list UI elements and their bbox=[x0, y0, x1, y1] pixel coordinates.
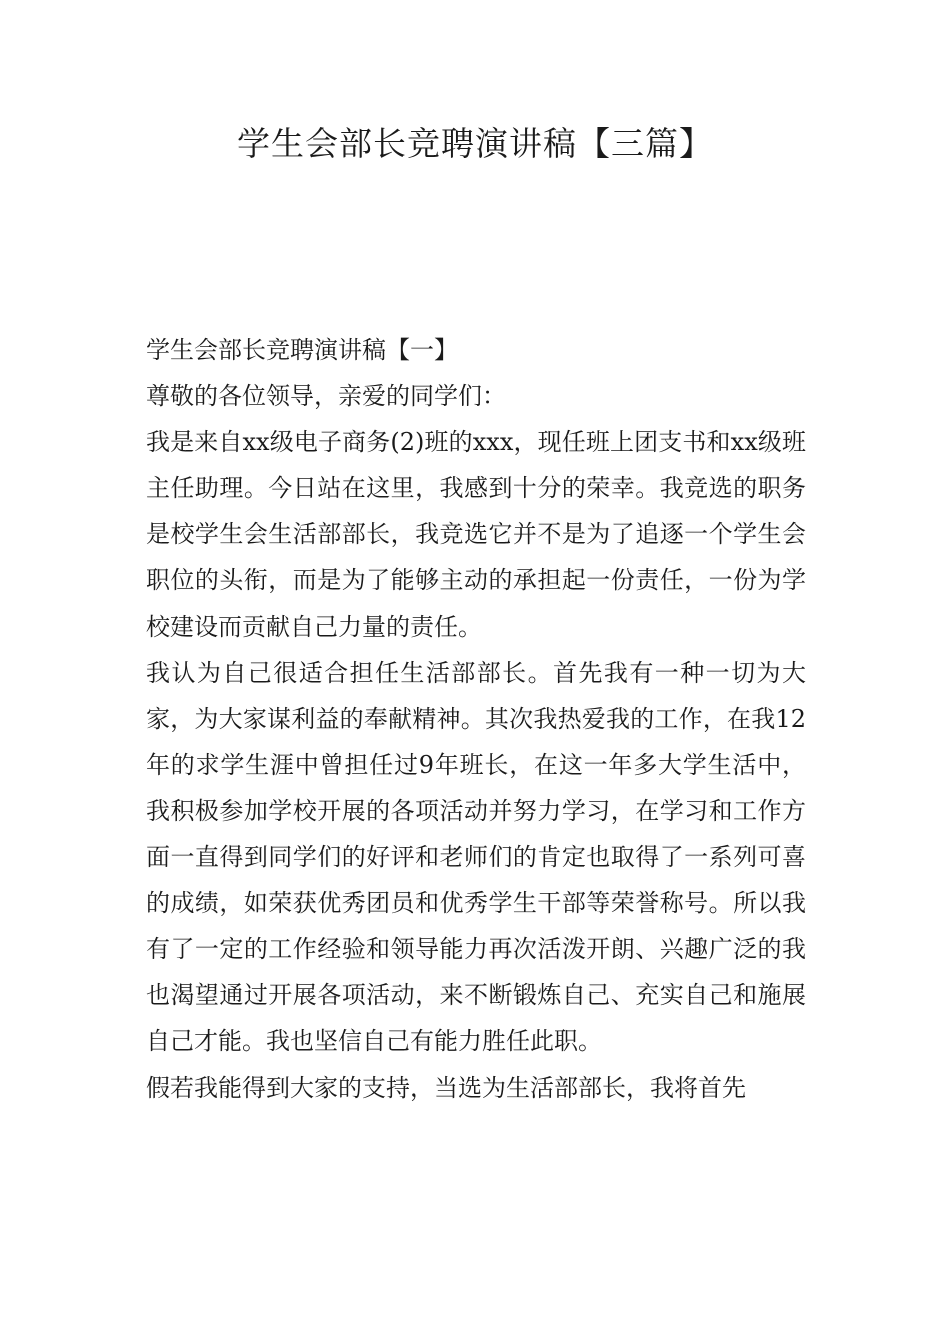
salutation: 尊敬的各位领导，亲爱的同学们： bbox=[146, 382, 506, 411]
document-body bbox=[146, 327, 806, 1111]
document-title: 学生会部长竞聘演讲稿【三篇】 bbox=[237, 124, 713, 163]
paragraph-1: 我是来自xx级电子商务(2)班的xxx，现任班上团支书和xx级班主任助理。今日站在这里，我感到十分的荣幸。我竞选的职务是校学生会生活部部长，我竞选它并不是为了追逐一个学生会职位的头衔，而是为了能够主动的承担起一份责任，一份为学校建设而贡献自己力量的责任。 bbox=[146, 428, 806, 641]
section-heading: 学生会部长竞聘演讲稿【一】 bbox=[146, 336, 458, 364]
paragraph-2: 我认为自己很适合担任生活部部长。首先我有一种一切为大家，为大家谋利益的奉献精神。其次我热爱我的工作，在我12年的求学生涯中曾担任过9年班长，在这一年多大学生活中，我积极参加学校开展的各项活动并努力学习，在学习和工作方面一直得到同学们的好评和老师们的肯定也取得了一系列可喜的成绩，如荣获优秀团员和优秀学生干部等荣誉称号。所以我有了一定的工作经验和领导能力再次活泼开朗、兴趣广泛的我也渴望通过开展各项活动，来不断锻炼自己、充实自己和施展自己才能。我也坚信自己有能力胜任此职。 bbox=[146, 658, 806, 1056]
paragraph-3: 假若我能得到大家的支持，当选为生活部部长，我将首先 bbox=[146, 1073, 746, 1102]
